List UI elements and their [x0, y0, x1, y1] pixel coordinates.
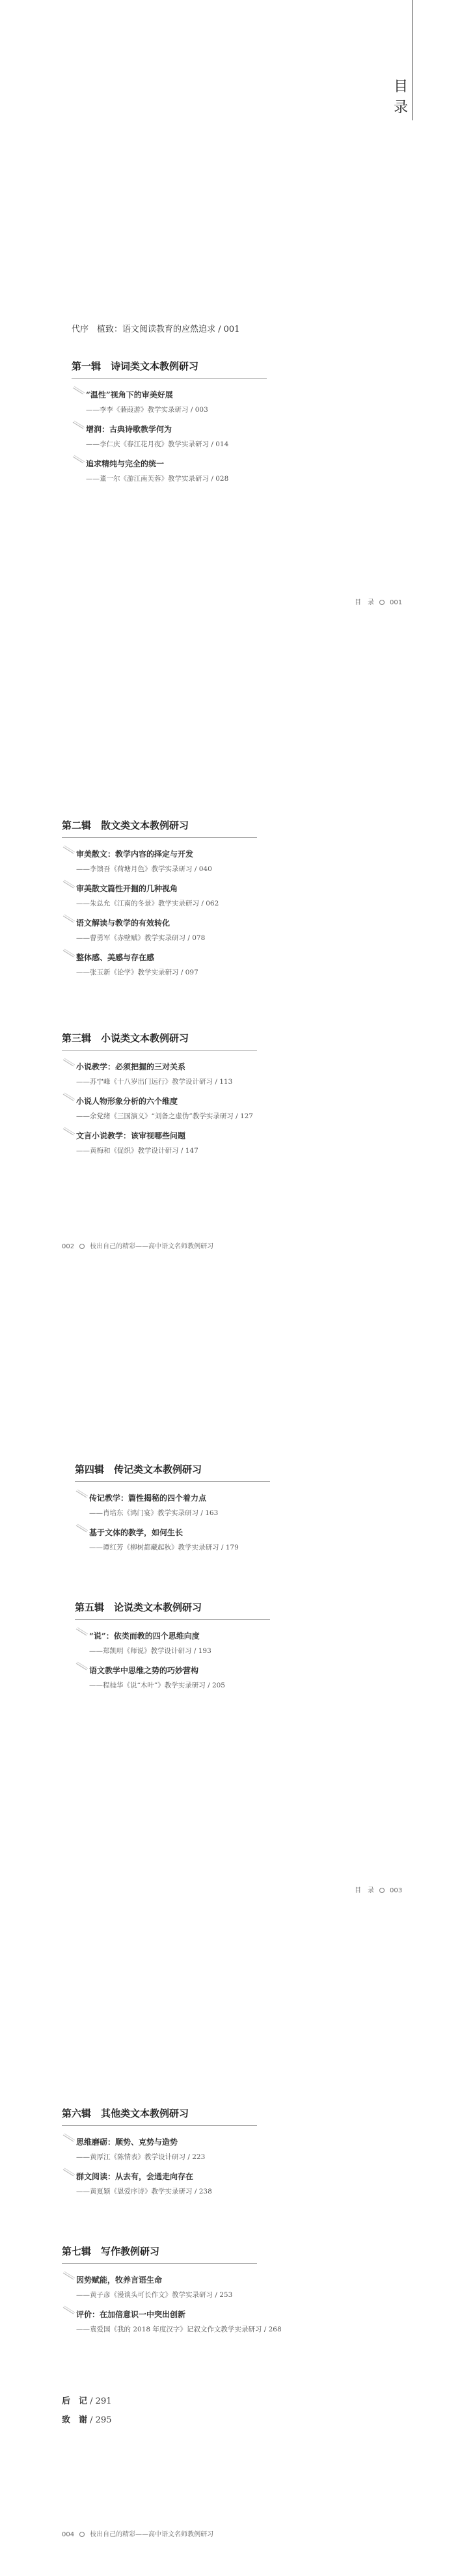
page-number: 003	[390, 1887, 403, 1894]
circle-icon	[379, 600, 385, 605]
toc-page-2	[0, 644, 475, 1288]
title-rule	[412, 0, 413, 120]
thanks-entry	[62, 2413, 111, 2425]
entry-title: 审美散文篇性开掘的几种视角	[76, 884, 178, 893]
entry-title: 审美散文：教学内容的择定与开发	[76, 850, 194, 859]
pencil-icon	[62, 948, 76, 959]
section-rule	[75, 1619, 270, 1620]
pencil-icon	[75, 1627, 89, 1637]
entry-title: “温性”视角下的审美好展	[86, 390, 173, 399]
section-2	[62, 818, 257, 977]
section-title: 第五辑 论说类文本教例研习	[75, 1602, 202, 1613]
pencil-icon	[75, 1523, 89, 1534]
section-3	[62, 1031, 257, 1155]
page-footer	[355, 597, 402, 606]
end-matter	[62, 2394, 111, 2432]
circle-icon	[379, 1888, 385, 1893]
page-footer	[355, 1885, 402, 1894]
entry-title: 评价：在加倍意识一中突出创新	[76, 2310, 186, 2319]
entry-title: 因势赋能，牧养言语生命	[76, 2275, 163, 2285]
section-4	[75, 1462, 270, 1552]
entry-subtitle: ——黄子彦《漫谈头可长作文》教学实录研习 / 253	[76, 2291, 233, 2299]
pencil-icon	[72, 386, 86, 396]
entry-subtitle: ——李馈吾《荷塘月色》教学实录研习 / 040	[76, 865, 212, 873]
toc-page-4	[0, 1932, 475, 2576]
entry-subtitle: ——李李《蒹葭游》教学实录研习 / 003	[86, 406, 208, 414]
section-1	[72, 359, 267, 483]
entry-title: 基于文体的教学，如何生长	[89, 1528, 183, 1537]
toc-entry	[62, 2136, 257, 2162]
afterword-page: / 291	[90, 2396, 112, 2406]
section-rule	[62, 2125, 257, 2126]
toc-page-1	[0, 0, 475, 644]
entry-title: 语文解读与教学的有效转化	[76, 919, 170, 928]
page-number: 001	[390, 599, 403, 606]
toc-entry	[62, 2171, 257, 2196]
page-footer	[62, 2529, 213, 2538]
entry-subtitle: ——张玉新《论学》教学实录研习 / 097	[76, 969, 198, 976]
entry-subtitle: ——袁爱国《我的 2018 年度汉字》记叙文作文教学实录研习 / 268	[76, 2326, 282, 2333]
entry-title: 小说教学：必须把握的三对关系	[76, 1062, 186, 1071]
page-number: 002	[62, 1243, 75, 1250]
pencil-icon	[72, 420, 86, 431]
entry-subtitle: ——黄梅和《促织》教学设计研习 / 147	[76, 1147, 198, 1155]
toc-heading-char-1: 目	[394, 79, 409, 95]
section-title: 第六辑 其他类文本教例研习	[62, 2108, 189, 2119]
entry-subtitle: ——程桂华《说“木叶”》教学实录研习 / 205	[89, 1682, 225, 1689]
toc-entry	[72, 389, 267, 414]
footer-text: 枝出自己的精彩——高中语文名师教例研习	[90, 2531, 214, 2538]
toc-entry	[75, 1665, 270, 1690]
thanks-page: / 295	[90, 2415, 112, 2425]
entry-title: 增润：古典诗歌教学何为	[86, 425, 172, 434]
section-rule	[72, 378, 267, 379]
page-footer	[62, 1241, 213, 1250]
section-rule	[62, 837, 257, 838]
entry-subtitle: ——李仁庆《春江花月夜》教学实录研习 / 014	[86, 440, 229, 448]
pencil-icon	[75, 1661, 89, 1672]
pencil-icon	[75, 1489, 89, 1499]
toc-page-3	[0, 1288, 475, 1932]
entry-title: 文言小说教学：该审视哪些问题	[76, 1131, 186, 1140]
pencil-icon	[72, 455, 86, 465]
entry-subtitle: ——曹勇军《赤壁赋》教学实录研习 / 078	[76, 934, 206, 942]
section-5	[75, 1600, 270, 1690]
afterword-label: 后 记	[62, 2396, 88, 2406]
entry-subtitle: ——谭红芳《柳树都藏起秋》教学实录研习 / 179	[89, 1544, 239, 1551]
toc-entry	[75, 1492, 270, 1518]
entry-title: 传记教学：篇性揭秘的四个着力点	[89, 1494, 207, 1503]
pencil-icon	[62, 914, 76, 924]
toc-entry	[62, 848, 257, 874]
section-rule	[62, 1050, 257, 1051]
toc-entry	[72, 458, 267, 483]
toc-entry	[62, 1130, 257, 1155]
toc-entry	[62, 2274, 282, 2300]
entry-title: 思维磨砺：顺势、克势与造势	[76, 2138, 178, 2147]
entry-subtitle: ——郑凯明《师说》教学设计研习 / 193	[89, 1647, 211, 1655]
pencil-icon	[62, 1092, 76, 1103]
entry-subtitle: ——董一尔《游江南芙蓉》教学实录研习 / 028	[86, 475, 229, 483]
toc-entry	[72, 423, 267, 449]
toc-entry	[62, 1095, 257, 1121]
entry-title: “说”：依类而教的四个思维向度	[89, 1631, 200, 1641]
entry-title: 语文教学中思维之势的巧妙营构	[89, 1666, 199, 1675]
pencil-icon	[62, 1058, 76, 1068]
pencil-icon	[62, 879, 76, 890]
section-rule	[62, 2263, 257, 2264]
section-title: 第七辑 写作教例研习	[62, 2246, 160, 2257]
toc-entry	[62, 883, 257, 908]
toc-heading-char-2: 录	[394, 100, 409, 116]
section-title: 第一辑 诗词类文本教例研习	[72, 360, 199, 372]
toc-entry	[62, 2309, 282, 2334]
entry-title: 追求精纯与完全的统一	[86, 459, 165, 468]
pencil-icon	[62, 845, 76, 855]
afterword-entry	[62, 2394, 111, 2406]
circle-icon	[79, 1244, 85, 1249]
toc-entry	[62, 917, 257, 943]
entry-subtitle: ——余党绪《三国演义》“刘备之虚伪”教学实录研习 / 127	[76, 1112, 253, 1120]
thanks-label: 致 谢	[62, 2415, 88, 2425]
pencil-icon	[62, 1127, 76, 1137]
toc-heading	[394, 77, 408, 118]
toc-entry	[75, 1630, 270, 1656]
entry-title: 小说人物形象分析的六个维度	[76, 1097, 178, 1106]
footer-text: 枝出自己的精彩——高中语文名师教例研习	[90, 1243, 214, 1250]
entry-subtitle: ——朱总允《江南的冬景》教学实录研习 / 062	[76, 900, 219, 907]
toc-entry	[75, 1527, 270, 1552]
preface-entry: 代序 植致：语文阅读教育的应然追求 / 001	[72, 325, 240, 334]
section-rule	[75, 1481, 270, 1482]
pencil-icon	[62, 2305, 76, 2316]
section-title: 第四辑 传记类文本教例研习	[75, 1464, 202, 1475]
toc-entry	[62, 952, 257, 977]
section-title: 第三辑 小说类文本教例研习	[62, 1032, 189, 1044]
section-7	[62, 2244, 282, 2334]
entry-title: 群文阅读：从去有，会通走向存在	[76, 2172, 194, 2181]
entry-subtitle: ——黄夏颖《恩爱序诗》教学实录研习 / 238	[76, 2188, 212, 2195]
entry-subtitle: ——肖培东《鸿门宴》教学实录研习 / 163	[89, 1509, 219, 1517]
pencil-icon	[62, 2271, 76, 2281]
footer-text: 目 录	[355, 1887, 374, 1894]
footer-text: 目 录	[355, 599, 374, 606]
entry-subtitle: ——黄厚江《陈情表》教学设计研习 / 223	[76, 2153, 206, 2161]
circle-icon	[79, 2532, 85, 2537]
page-number: 004	[62, 2531, 75, 2538]
section-title: 第二辑 散文类文本教例研习	[62, 820, 189, 831]
pencil-icon	[62, 2167, 76, 2178]
entry-subtitle: ——苏宁峰《十八岁出门远行》教学设计研习 / 113	[76, 1078, 233, 1086]
entry-title: 整体感、美感与存在感	[76, 953, 155, 962]
section-6	[62, 2106, 257, 2196]
toc-entry	[62, 1061, 257, 1086]
pencil-icon	[62, 2133, 76, 2143]
